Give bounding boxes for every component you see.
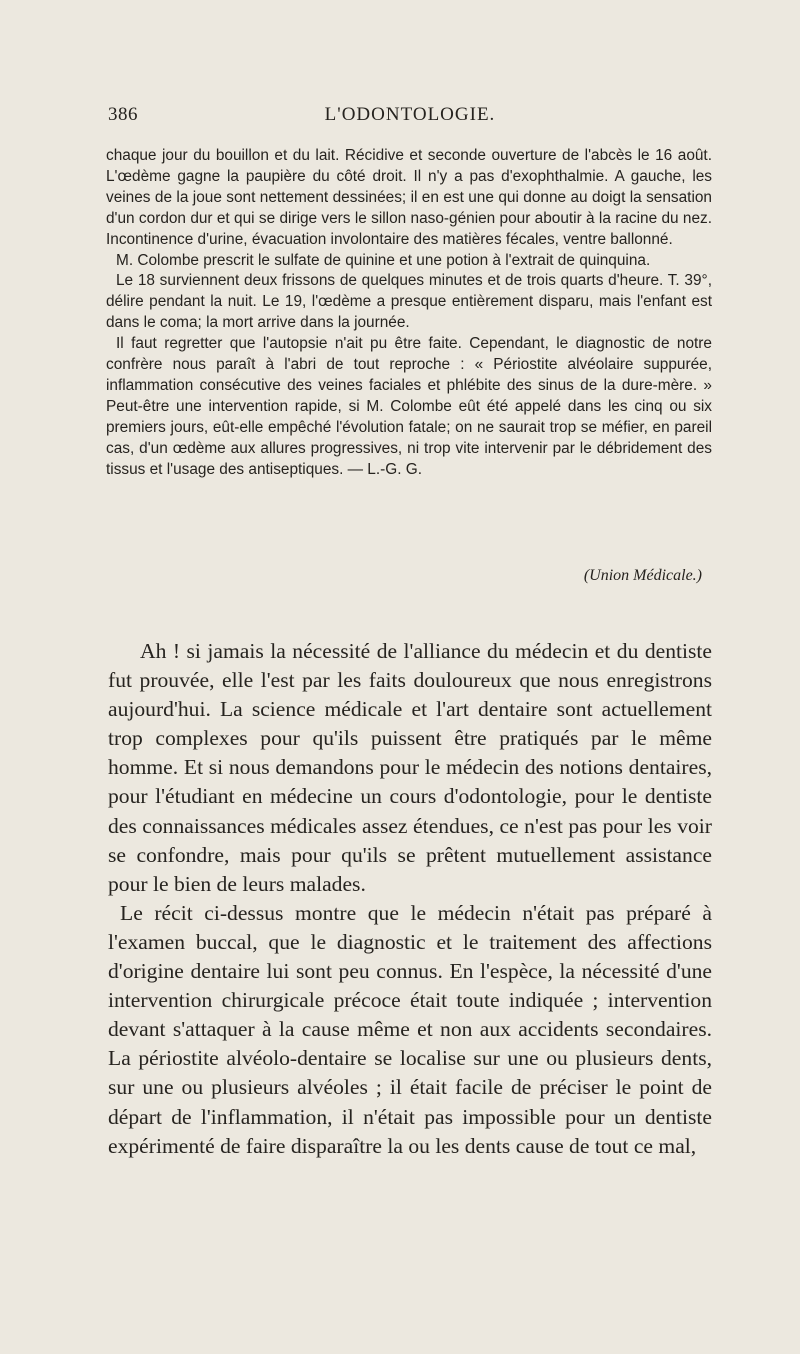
editorial-commentary [108,637,712,1161]
running-title: L'ODONTOLOGIE. [324,104,496,125]
quoted-case-report [106,146,712,481]
excerpt-paragraph: Le 18 surviennent deux frissons de quelques minutes et de trois quarts d'heure. T. 39°, délire pendant la nuit. Le 19, l'œdème a presque entièrement disparu, mais l'enfant est dans le coma; la mort arrive dans la journée. [106,272,712,332]
excerpt-paragraph: M. Colombe prescrit le sulfate de quinine et une potion à l'extrait de quinquina. [116,251,651,269]
excerpt-paragraph: Il faut regretter que l'autopsie n'ait pu être faite. Cependant, le diagnostic de notre confrère nous paraît à l'abri de tout reproche : « Périostite alvéolaire suppurée, inflammation consécutive des veines faciales et phlébite des sinus de la dure-mère. » Peut-être une intervention rapide, si M. Colombe eût été appelé dans les cinq ou six premiers jours, eût-elle empêché l'évolution fatale; on ne saurait trop se méfier, en pareil cas, d'un œdème aux allures progressives, ni trop vite intervenir par le débridement des tissus et l'usage des antiseptiques. — L.-G. G. [106,335,712,478]
source-citation: (Union Médicale.) [583,567,702,584]
excerpt-paragraph: chaque jour du bouillon et du lait. Récidive et seconde ouverture de l'abcès le 16 août. L'œdème gagne la paupière du côté droit. Il n'y a pas d'exophthalmie. A gauche, les veines de la joue sont nettement dessinées; il en est une qui donne au doigt la sensation d'un cordon dur et qui se dirige vers le sillon naso-génien pour aboutir à la racine du nez. Incontinence d'urine, évacuation involontaire des matières fécales, ventre ballonné. [106,147,712,248]
page-number: 386 [108,104,138,125]
commentary-paragraph: Le récit ci-dessus montre que le médecin n'était pas préparé à l'examen buccal, que le diagnostic et le traitement des affections d'origine dentaire lui sont peu connus. En l'espèce, la nécessité d'une intervention chirurgicale précoce était toute indiquée ; intervention devant s'attaquer à la cause même et non aux accidents secondaires. La périostite alvéolo-dentaire se localise sur une ou plusieurs dents, sur une ou plusieurs alvéoles ; il était facile de préciser le point de départ de l'inflammation, il n'était pas impossible pour un dentiste expérimenté de faire disparaître la ou les dents cause de tout ce mal, [108,900,712,1158]
commentary-paragraph: Ah ! si jamais la nécessité de l'alliance du médecin et du dentiste fut prouvée, elle l'est par les faits douloureux que nous enregistrons aujourd'hui. La science médicale et l'art dentaire sont actuellement trop complexes pour qu'ils puissent être pratiqués par le même homme. Et si nous demandons pour le médecin des notions dentaires, pour l'étudiant en médecine un cours d'odontologie, pour le dentiste des connaissances médicales assez étendues, ce n'est pas pour les voir se confondre, mais pour qu'ils se prêtent mutuellement assistance pour le bien de leurs malades. [108,639,712,896]
page-header [108,104,712,134]
